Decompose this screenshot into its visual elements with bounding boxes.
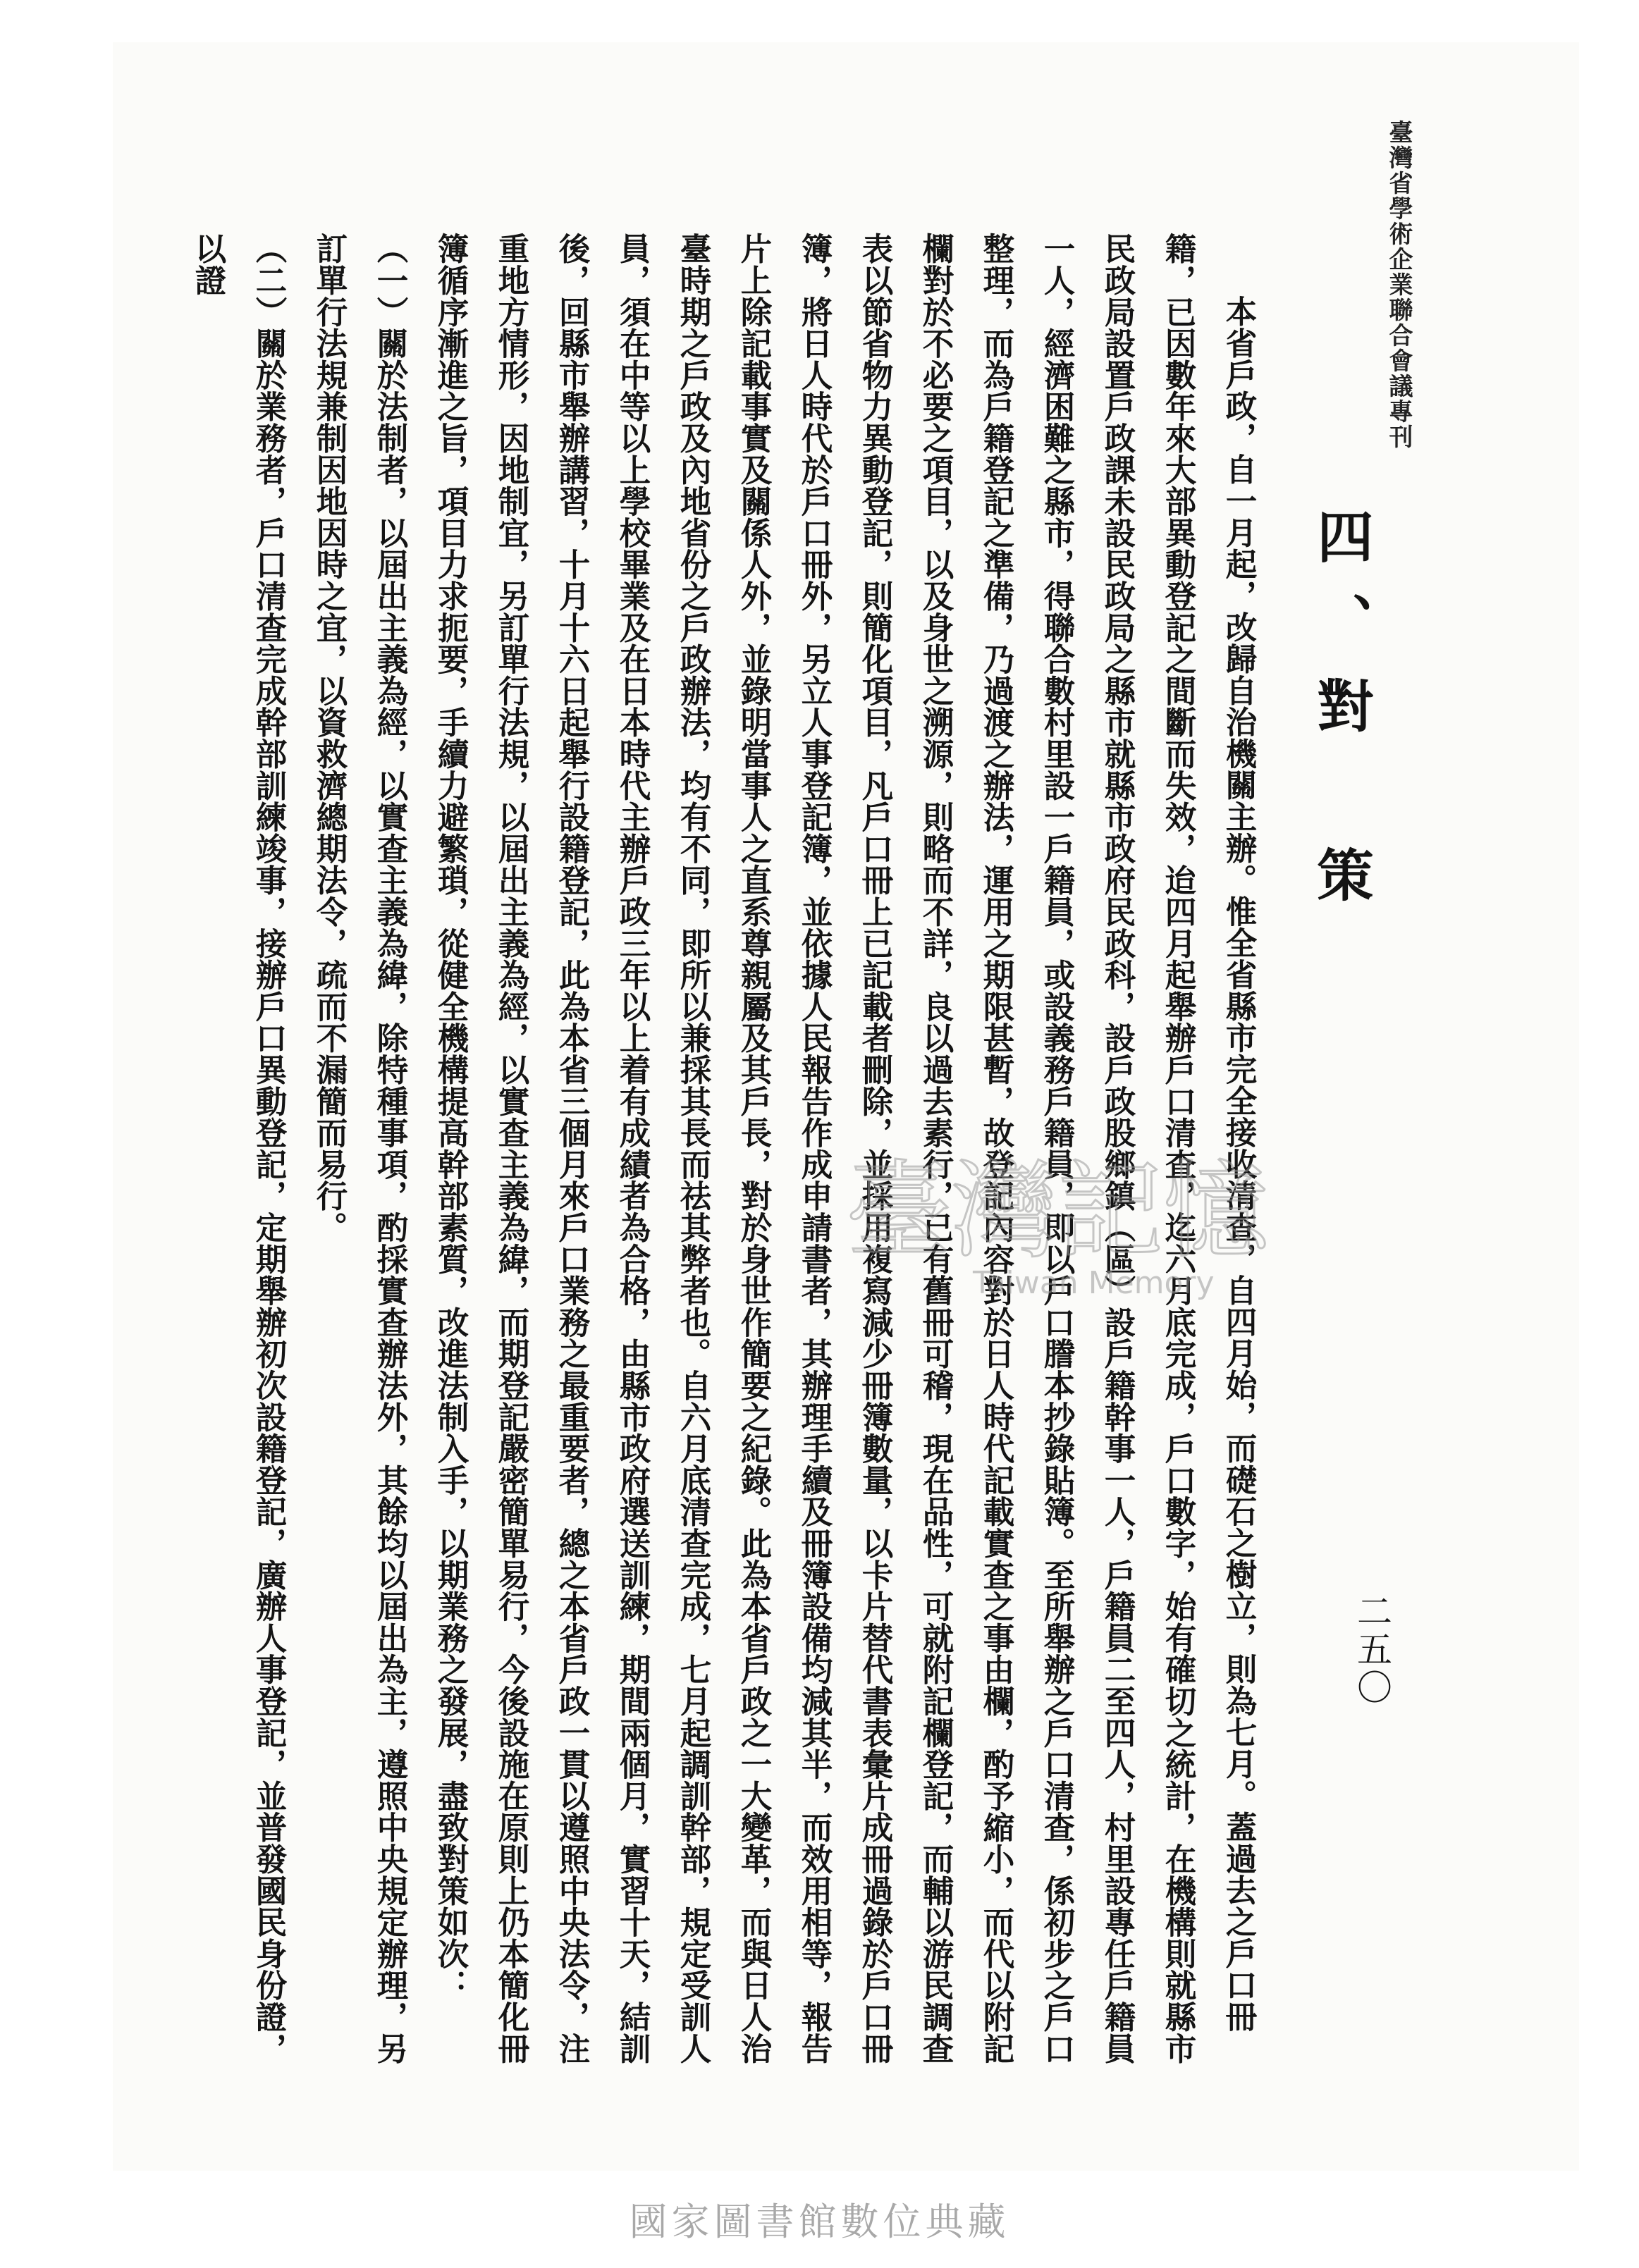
paragraph-item-business: （二）關於業務者，戶口清查完成幹部訓練竣事，接辦戶口異動登記，定期舉辦初次設籍登記，廣辦人事登記，並普發國民身份證，以證 xyxy=(190,233,287,2064)
paragraph-item-legal: （一）關於法制者，以屆出主義為經，以實查主義為緯，除特種事項，酌採實查辦法外，其餘均以屆出為主，遵照中央規定辦理，另訂單行法規兼制因地因時之宜，以資救濟總期法令，疏而不漏簡而易行。 xyxy=(311,233,408,2064)
running-header: 臺灣省學術企業聯合會議專刊 xyxy=(1385,120,1413,450)
watermark-title: 臺灣記憶 xyxy=(846,1150,1270,1273)
page-number: 二五〇 xyxy=(1351,1593,1392,1707)
taiwan-memory-watermark xyxy=(832,1142,1290,1311)
paragraph-main: 本省戶政，自一月起，改歸自治機關主辦。惟全省縣市完全接收清查，自四月始，而礎石之樹立，則為七月。蓋過去之戶口冊籍，已因數年來大部異動登記之間斷而失效，迨四月起舉辦戶口清查，迄六月底完成，戶口數字，始有確切之統計，在機構則就縣市民政局設置戶政課未設民政局之縣市就縣市政府民政科，設戶政股鄉鎮（區）設戶籍幹事一人，戶籍員二至四人，村里設專任戶籍員一人，經濟困難之縣市，得聯合數村里設一戶籍員，或設義務戶籍員，即以戶口謄本抄錄貼簿。至所舉辦之戶口清查，係初步之戶口整理，而為戶籍登記之準備，乃過渡之辦法，運用之期限甚暫，故登記內容對於日人時代記載實查之事由欄，酌予縮小，而代以附記欄對於不必要之項目，以及身世之溯源，則略而不詳，良以過去素行，已有舊冊可稽，現在品性，可就附記欄登記，而輔以游民調查表以節省物力異動登記，則簡化項目，凡戶口冊上已記載者刪除，並採用複寫減少冊簿數量，以卡片替代書表彙片成冊過錄於戶口冊簿，將日人時代於戶口冊外，另立人事登記簿，並依據人民報告作成申請書者，其辦理手續及冊簿設備均減其半，而效用相等，報告片上除記載事實及關係人外，並錄明當事人之直系尊親屬及其戶長，對於身世作簡要之紀錄。此為本省戶政之一大變革，而與日人治臺時期之戶政及內地省份之戶政辦法，均有不同，即所以兼採其長而祛其弊者也。自六月底清查完成，七月起調訓幹部，規定受訓人員，須在中等以上學校畢業及在日本時代主辦戶政三年以上着有成績者為合格，由縣市政府選送訓練，期間兩個月，實習十天，結訓後，回縣市舉辦講習，十月十六日起舉行設籍登記，此為本省三個月來戶口業務之最重要者，總之本省戶政一貫以遵照中央法令，注重地方情形，因地制宜，另訂單行法規，以屆出主義為經，以實查主義為緯，而期登記嚴密簡單易行，今後設施在原則上仍本簡化冊簿循序漸進之旨，項目力求扼要，手續力避繁瑣，從健全機構提高幹部素質，改進法制入手，以期業務之發展，盡致對策如次： xyxy=(432,233,1257,2064)
watermark-subtitle: Taiwan Memory xyxy=(973,1265,1215,1301)
section-title: 四、對 策 xyxy=(1308,507,1374,930)
archive-footer: 國家圖書館數位典藏 xyxy=(629,2200,1010,2244)
